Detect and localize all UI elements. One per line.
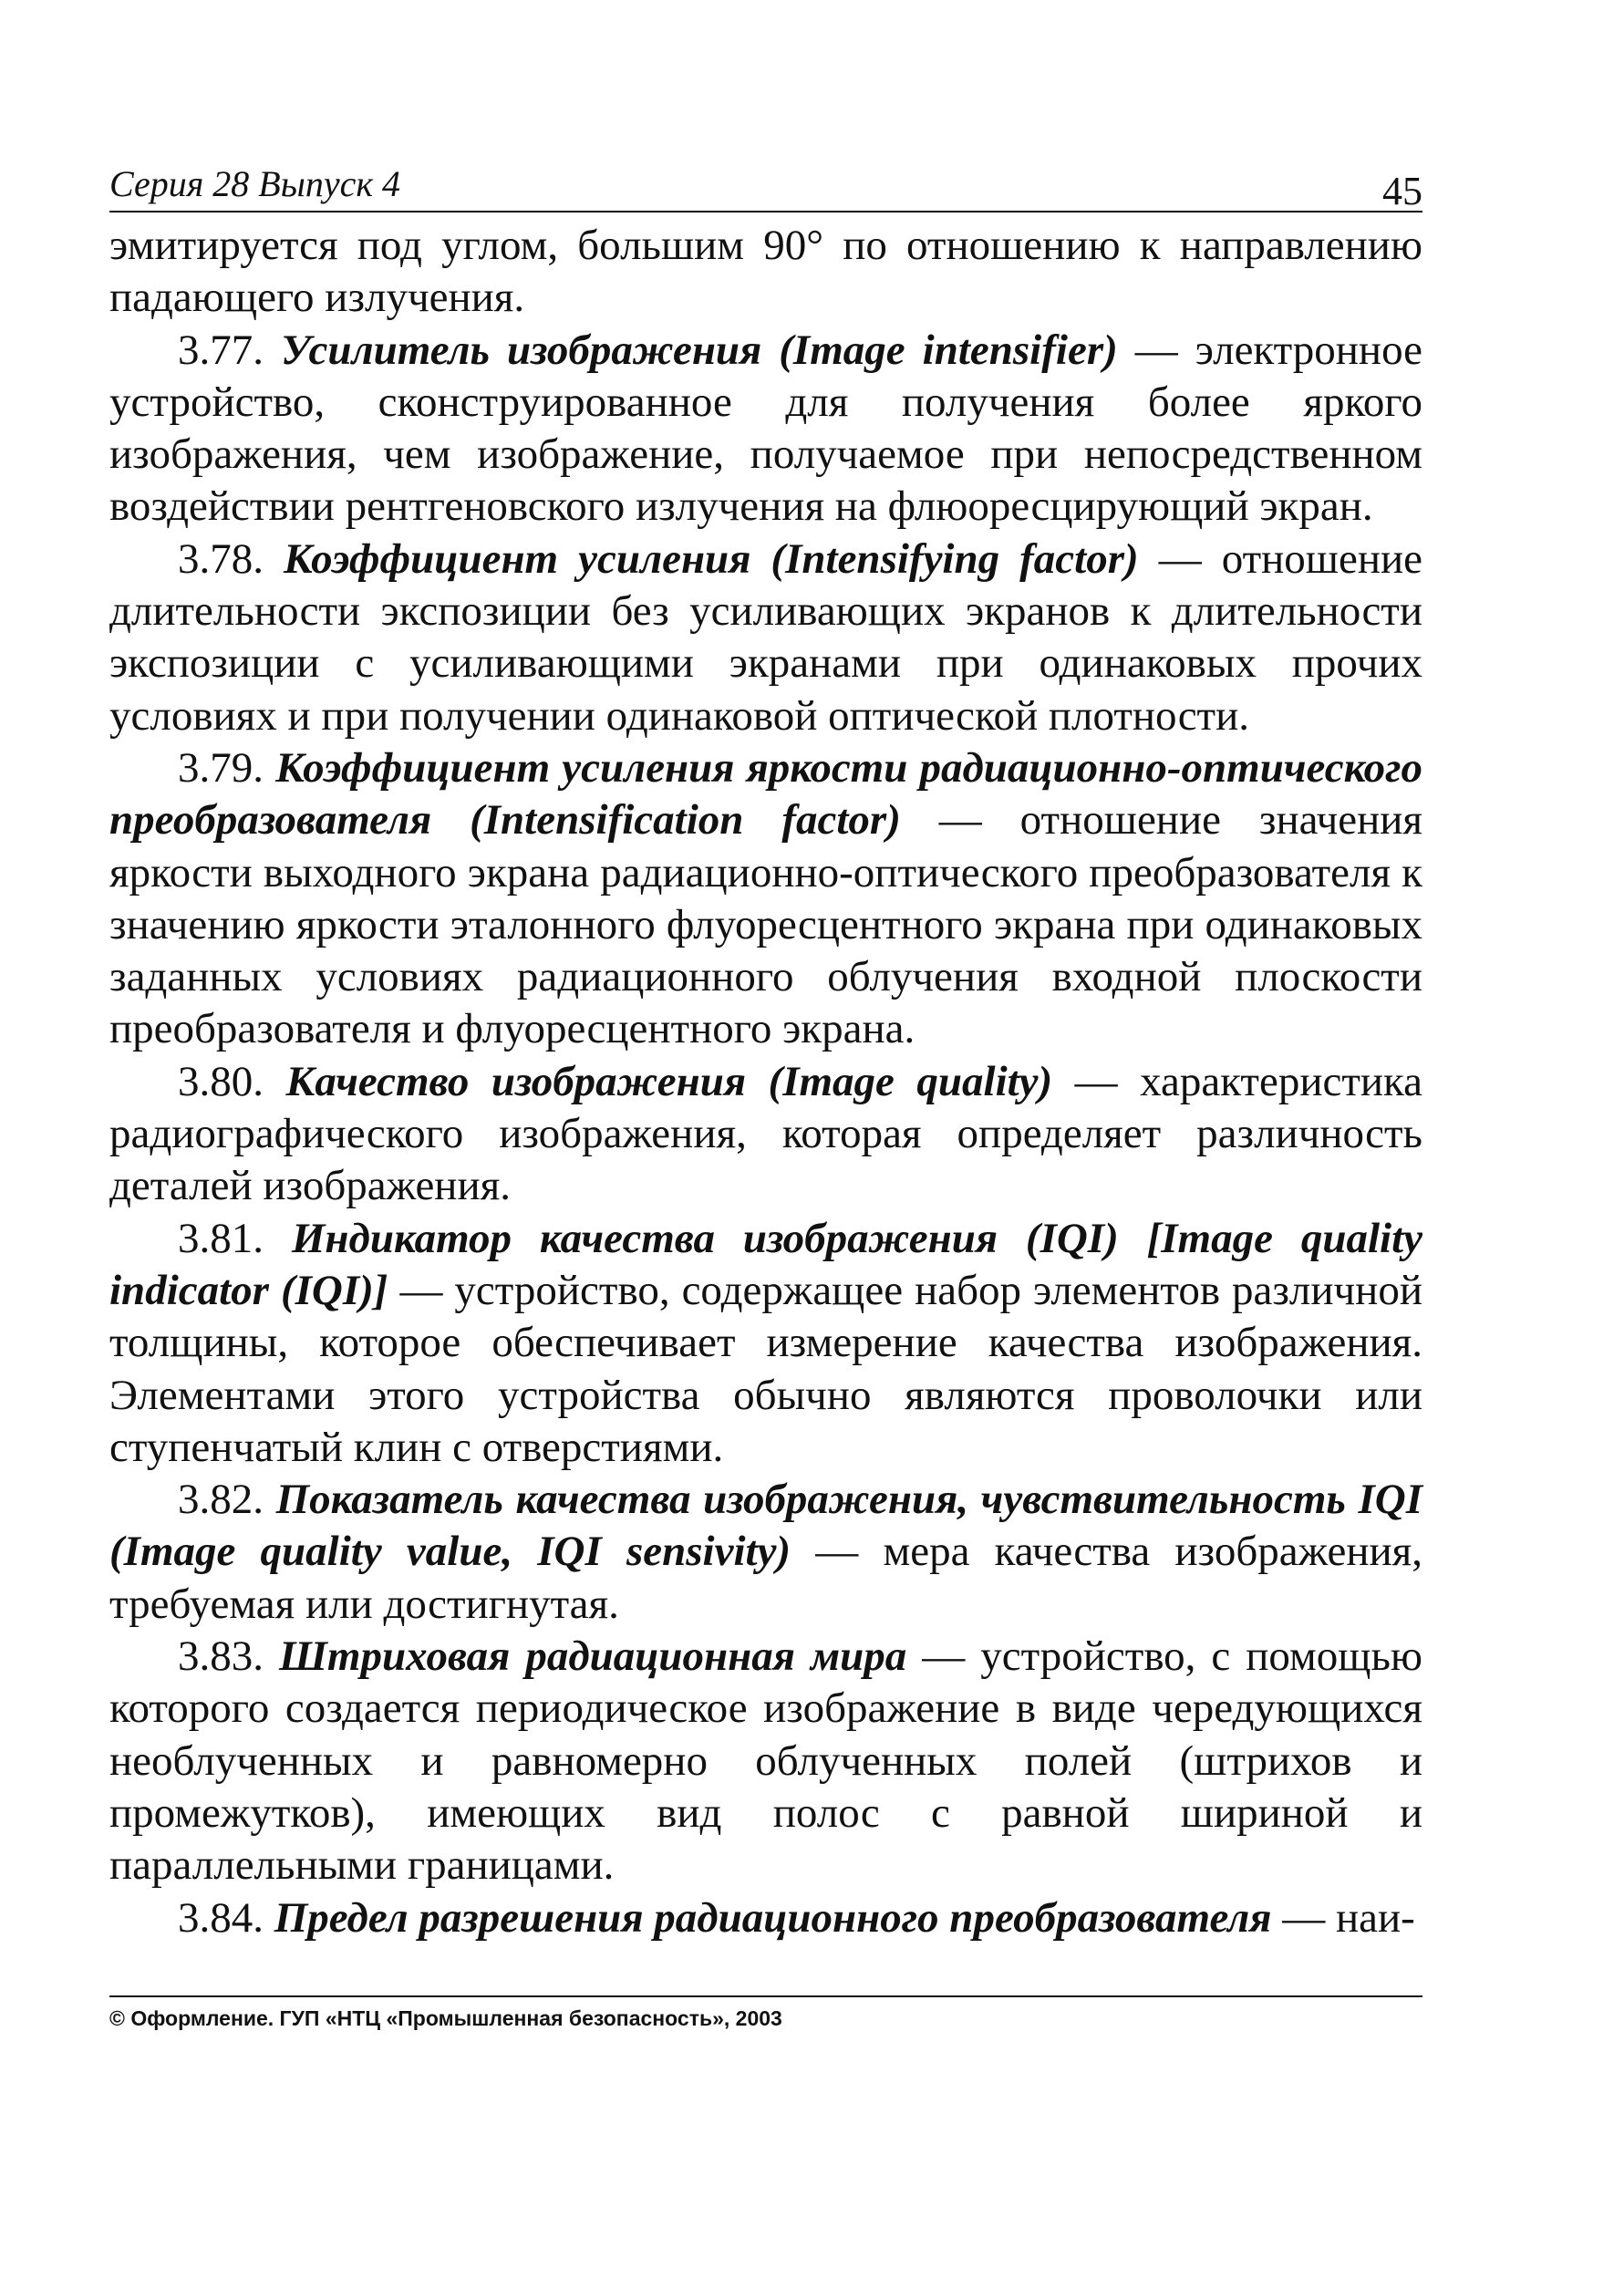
entry-number: 3.82. [178, 1476, 264, 1524]
entry-number: 3.80. [178, 1057, 264, 1105]
entry-number: 3.81. [178, 1214, 264, 1262]
entry-definition: — отношение значения яркости выходного экрана радиационно-оптического преобразователя к значению яркости эталонного флуоресцентного экрана при одинаковых заданных условиях радиационного облучения входной плоскости преобразователя и флуоресцентного экрана. [109, 796, 1422, 1053]
entry-3-78 [109, 534, 1422, 742]
entry-term: Коэффициент усиления яркости радиационно-оптического преобразователя (Intensification factor) [109, 743, 1423, 845]
entry-definition: — устройство, содержащее набор элементов различной толщины, которое обеспечивает измерение качества изображения. Элементами этого устройства обычно являются проволочки или ступенчатый клин с отверстиями. [109, 1266, 1422, 1471]
entry-3-79 [109, 742, 1422, 1056]
entry-definition: — наи- [1282, 1893, 1415, 1942]
entry-term: Штриховая радиационная мира [279, 1632, 907, 1681]
page-number: 45 [1382, 169, 1422, 213]
entry-3-83 [109, 1631, 1422, 1891]
entry-3-80 [109, 1056, 1422, 1213]
entry-3-82 [109, 1474, 1422, 1631]
entry-term: Усилитель изображения (Image intensifier) [281, 326, 1118, 374]
entry-definition: — отношение длительности экспозиции без усиливающих экранов к длительности экспозиции с усиливающими экранами при одинаковых прочих условиях и при получении одинаковой оптической плотности. [109, 534, 1423, 740]
entry-term: Индикатор качества изображения (IQI) [Image quality indicator (IQI)] [109, 1214, 1422, 1314]
series-title: Серия 28 Выпуск 4 [109, 163, 401, 204]
entry-term: Предел разрешения радиационного преобразователя [274, 1893, 1272, 1942]
running-header [109, 150, 1422, 212]
body-text [109, 220, 1422, 1944]
entry-number: 3.77. [178, 326, 264, 374]
document-page [109, 150, 1422, 1944]
continuation-paragraph: эмитируется под углом, большим 90° по отношению к направлению падающего излучения. [109, 222, 1422, 322]
entry-3-84 [109, 1892, 1422, 1944]
entry-definition: — электронное устройство, сконструированное для получения более яркого изображения, чем изображение, получаемое при непосредственном воздействии рентгеновского излучения на флюоресцирующий экран. [109, 326, 1422, 531]
entry-3-77 [109, 325, 1422, 534]
entry-definition: — характеристика радиографического изображения, которая определяет различность деталей изображения. [109, 1057, 1423, 1210]
entry-number: 3.78. [178, 534, 264, 583]
entry-term: Показатель качества изображения, чувствительность IQI (Image quality value, IQI sensivity) [109, 1476, 1422, 1576]
entry-definition: — мера качества изображения, требуемая или достигнутая. [109, 1528, 1422, 1628]
entry-definition: — устройство, с помощью которого создается периодическое изображение в виде чередующихся необлученных и равномерно облученных полей (штрихов и промежутков), имеющих вид полос с равной шириной и параллельными границами. [109, 1632, 1423, 1890]
entry-number: 3.79. [178, 743, 264, 792]
entry-number: 3.84. [178, 1893, 264, 1942]
copyright-text: © Оформление. ГУП «НТЦ «Промышленная безопасность», 2003 [109, 2006, 782, 2030]
entry-3-81 [109, 1213, 1422, 1474]
copyright-footer [109, 1995, 1422, 2031]
entry-number: 3.83. [178, 1632, 264, 1681]
entry-term: Коэффициент усиления (Intensifying factor) [284, 534, 1139, 583]
entry-term: Качество изображения (Image quality) [285, 1057, 1053, 1105]
